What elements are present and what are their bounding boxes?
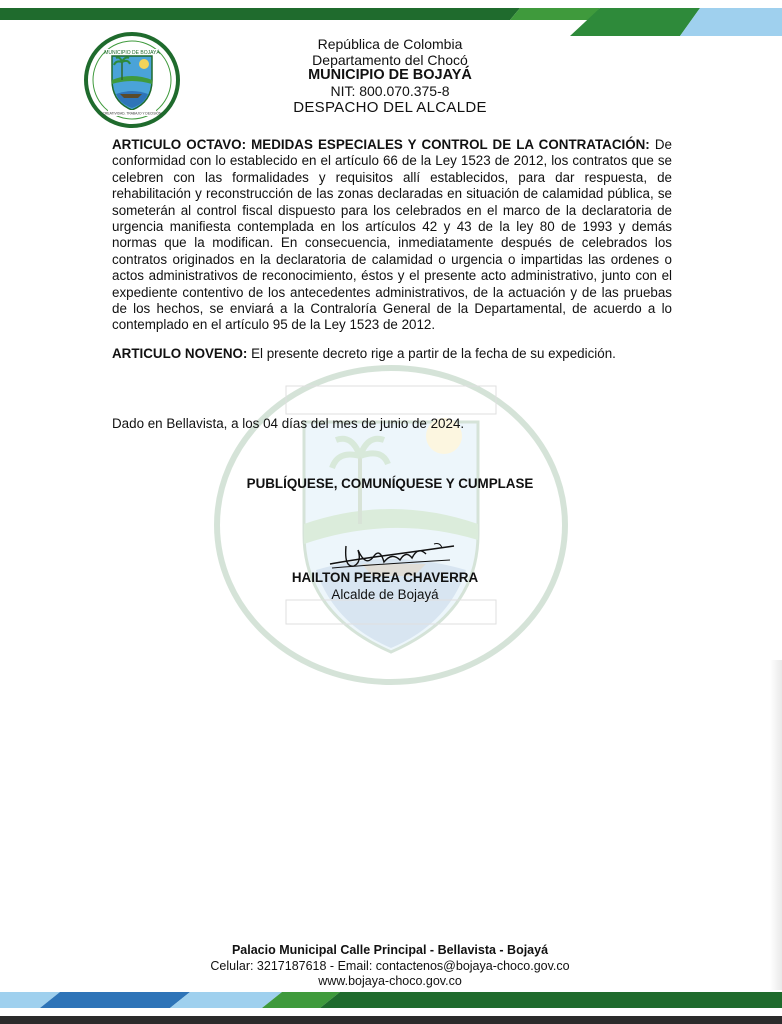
document-header	[230, 37, 550, 117]
office-line: DESPACHO DEL ALCALDE	[293, 99, 487, 116]
nit-line: NIT: 800.070.375-8	[330, 82, 450, 99]
bottom-decorative-band	[0, 990, 782, 1016]
article-9-body: El presente decreto rige a partir de la fecha de su expedición.	[247, 346, 616, 361]
publication-order: PUBLÍQUESE, COMUNÍQUESE Y CUMPLASE	[246, 476, 534, 491]
article-8-body: De conformidad con lo establecido en el artículo 66 de la Ley 1523 de 2012, los contratos que se celebren con las formalidades y requisitos allí establecidos, para dar respuesta, de rehabilitación y reconstrucción de las zonas declaradas en situación de calamidad pública, se someterán al control fiscal dispuesto para los celebrados en el marco de la declaratoria de urgencia manifiesta contemplada en los artículos 42 y 43 de la ley 80 de 1993 y demás normas que la modifican. En consecuencia, inmediatamente después de celebrados los contratos originados en la declaratoria de calamidad o urgencia o impartidas las ordenes o actos administrativos de reconocimiento, éstos y el presente acto administrativo, junto con el expediente contentivo de los antecedentes administrativos, de la actuación y de las pruebas de los hechos, se enviará a la Contraloría General de la Departamental, de acuerdo a lo contemplado en el artículo 95 de la Ley 1523 de 2012.	[112, 137, 672, 333]
country-line: República de Colombia	[317, 36, 463, 52]
top-decorative-band	[0, 0, 782, 36]
document-footer	[150, 943, 630, 990]
footer-contact: Celular: 3217187618 - Email: contactenos@bojaya-choco.gov.co	[210, 958, 570, 973]
footer-address: Palacio Municipal Calle Principal - Bellavista - Bojayá	[231, 943, 549, 957]
footer-website: www.bojaya-choco.gov.co	[318, 974, 462, 988]
department-line: Departamento del Chocó	[312, 51, 468, 68]
article-9-title: ARTICULO NOVENO:	[112, 346, 248, 361]
municipality-logo	[84, 32, 180, 128]
article-8-paragraph	[112, 137, 672, 334]
signer-role: Alcalde de Bojayá	[331, 587, 439, 602]
page-edge-shadow	[770, 660, 782, 990]
article-9-paragraph	[112, 346, 672, 362]
logo-watermark	[212, 364, 570, 686]
logo-bottom-text: CREATIVIDAD, TRABAJO Y DECISIÓN	[102, 111, 162, 116]
article-8-title: ARTICULO OCTAVO: MEDIDAS ESPECIALES Y CONTROL DE LA CONTRATACIÓN:	[112, 137, 650, 152]
handwritten-signature	[322, 538, 462, 574]
signer-name: HAILTON PEREA CHAVERRA	[291, 570, 479, 585]
municipality-title: MUNICIPIO DE BOJAYÁ	[308, 67, 472, 83]
issued-date-line: Dado en Bellavista, a los 04 días del mes de junio de 2024.	[112, 416, 465, 431]
logo-top-text: MUNICIPIO DE BOJAYÁ	[104, 50, 160, 56]
